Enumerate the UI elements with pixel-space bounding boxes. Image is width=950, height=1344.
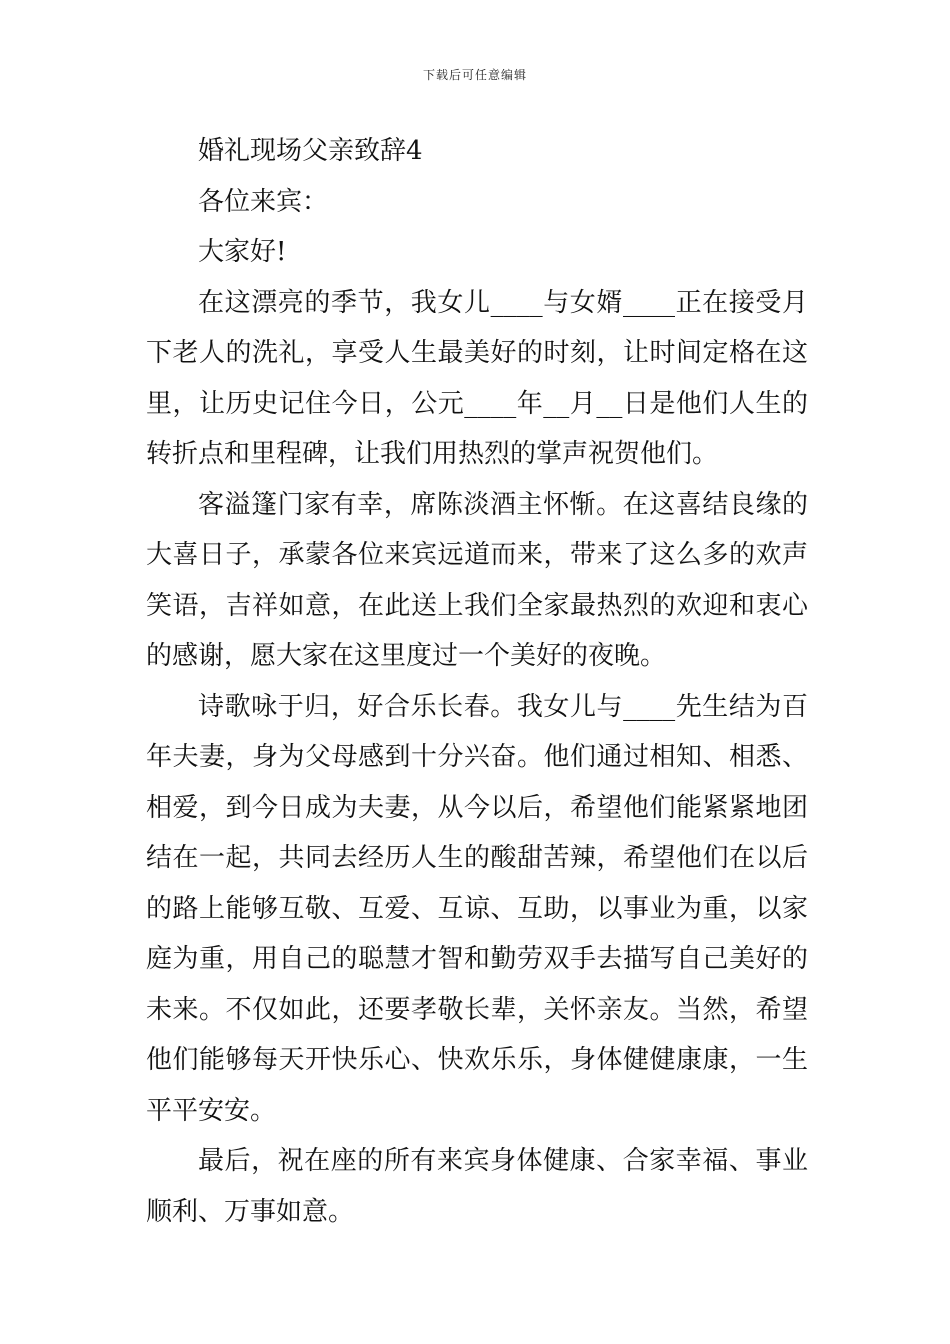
- paragraph-2: 客溢篷门家有幸，席陈淡酒主怀惭。在这喜结良缘的大喜日子，承蒙各位来宾远道而来，带来了这么多的欢声笑语，吉祥如意，在此送上我们全家最热烈的欢迎和衷心的感谢，愿大家在这里度过一个美好的夜晚。: [146, 489, 808, 671]
- document-body: [146, 126, 808, 1237]
- document-title: 婚礼现场父亲致辞4: [198, 136, 423, 166]
- greeting: 大家好!: [198, 237, 287, 267]
- paragraph-4: 最后，祝在座的所有来宾身体健康、合家幸福、事业顺利、万事如意。: [146, 1146, 808, 1227]
- paragraph-3: 诗歌咏于归，好合乐长春。我女儿与____先生结为百年夫妻，身为父母感到十分兴奋。他们通过相知、相悉、相爱，到今日成为夫妻，从今以后，希望他们能紧紧地团结在一起，共同去经历人生的酸甜苦辣，希望他们在以后的路上能够互敬、互爱、互谅、互助，以事业为重，以家庭为重，用自己的聪慧才智和勤劳双手去描写自己美好的未来。不仅如此，还要孝敬长辈，关怀亲友。当然，希望他们能够每天开快乐心、快欢乐乐，身体健健康康，一生平平安安。: [146, 691, 808, 1126]
- salutation: 各位来宾：: [198, 186, 329, 217]
- paragraph-1: 在这漂亮的季节，我女儿____与女婿____正在接受月下老人的洗礼，享受人生最美好的时刻，让时间定格在这里，让历史记住今日，公元____年__月__日是他们人生的转折点和里程碑，让我们用热烈的掌声祝贺他们。: [146, 287, 808, 469]
- page-header-note: 下载后可任意编辑: [422, 68, 527, 82]
